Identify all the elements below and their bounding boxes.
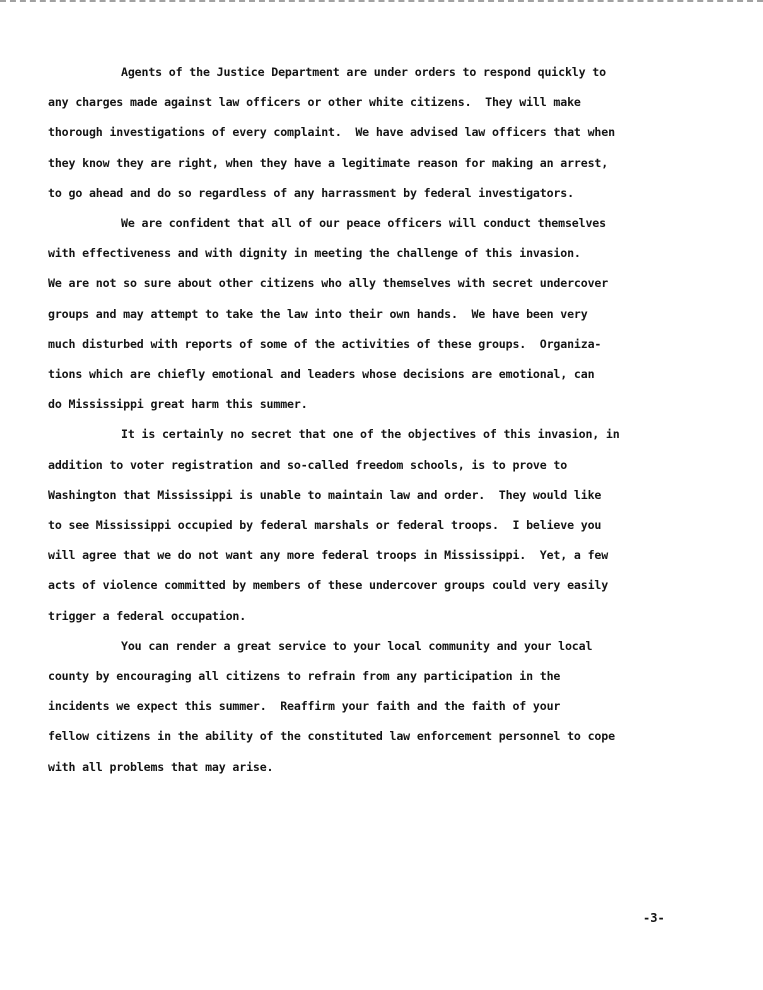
text-line: do Mississippi great harm this summer. (48, 397, 308, 412)
text-line: acts of violence committed by members of these undercover groups could very easily (48, 578, 609, 593)
text-line: Agents of the Justice Department are under orders to respond quickly to (121, 65, 606, 79)
text-line: trigger a federal occupation. (48, 608, 247, 623)
text-line: addition to voter registration and so-called freedom schools, is to prove to (48, 457, 568, 472)
text-line: with all problems that may arise. (48, 759, 274, 774)
text-line: You can render a great service to your local community and your local (121, 638, 593, 653)
text-line: tions which are chiefly emotional and leaders whose decisions are emotional, can (48, 367, 595, 382)
text-line: they know they are right, when they have a legitimate reason for making an arrest, (48, 155, 609, 170)
text-line: with effectiveness and with dignity in meeting the challenge of this invasion. (48, 246, 581, 261)
text-line: will agree that we do not want any more federal troops in Mississippi. Yet, a few (48, 548, 609, 563)
text-line: to go ahead and do so regardless of any harrassment by federal investigators. (48, 185, 574, 200)
paragraph-3 (48, 419, 688, 630)
text-line: county by encouraging all citizens to refrain from any participation in the (48, 669, 561, 684)
paragraph-2 (48, 208, 688, 419)
text-line: to see Mississippi occupied by federal marshals or federal troops. I believe you (48, 518, 602, 533)
text-line: any charges made against law officers or other white citizens. They will make (48, 95, 581, 110)
paragraph-1 (48, 57, 688, 208)
text-line: fellow citizens in the ability of the constituted law enforcement personnel to cope (48, 729, 615, 744)
text-line: groups and may attempt to take the law into their own hands. We have been very (48, 306, 588, 321)
text-line: Washington that Mississippi is unable to maintain law and order. They would like (48, 487, 602, 502)
text-line: thorough investigations of every complaint. We have advised law officers that when (48, 125, 615, 140)
text-line: We are not so sure about other citizens who ally themselves with secret undercover (48, 276, 609, 291)
text-line: much disturbed with reports of some of the activities of these groups. Organiza- (48, 336, 602, 351)
text-line: incidents we expect this summer. Reaffirm your faith and the faith of your (48, 699, 561, 714)
paragraph-4 (48, 631, 688, 782)
page-number: -3- (643, 911, 665, 925)
text-line: It is certainly no secret that one of the objectives of this invasion, in (121, 427, 620, 442)
document-body (48, 57, 688, 782)
top-edge-rule (0, 0, 763, 5)
text-line: We are confident that all of our peace officers will conduct themselves (121, 216, 606, 231)
